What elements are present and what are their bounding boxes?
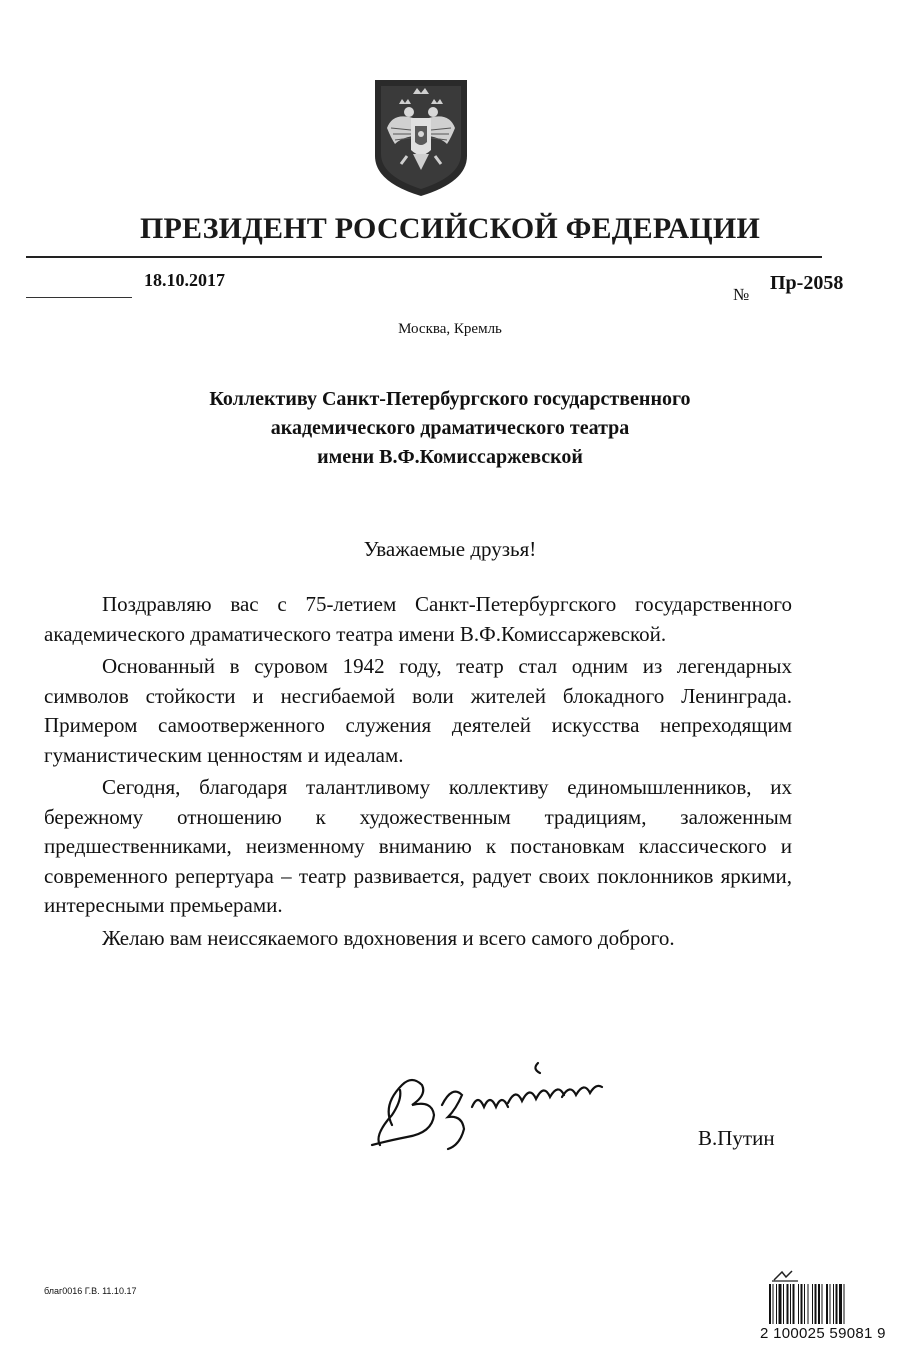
document-place: Москва, Кремль — [398, 321, 502, 337]
barcode-digits: 2 100025 59081 9 — [760, 1325, 886, 1342]
header-divider — [26, 256, 822, 258]
document-date: 18.10.2017 — [144, 270, 225, 290]
body-paragraph: Сегодня, благодаря талантливому коллективу единомышленников, их бережному отношению к художественным традициям, заложенным предшественниками, неизменному вниманию к постановкам классического и современного репертуара – театр развивается, радует своих поклонников яркими, интересными премьерами. — [44, 775, 792, 917]
addressee-line: Коллективу Санкт-Петербургского государственного — [209, 388, 691, 410]
body-paragraph: Основанный в суровом 1942 году, театр стал одним из легендарных символов стойкости и несгибаемой воли жителей блокадного Ленинграда. Примером самоотверженного служения деятелей искусства непреходящим гуманистическим ценностям и идеалам. — [44, 654, 792, 767]
number-sign: № — [733, 285, 750, 304]
blank-field-line — [26, 297, 132, 298]
salutation: Уважаемые друзья! — [363, 537, 537, 561]
coat-of-arms-icon — [373, 78, 469, 198]
addressee-line: имени В.Ф.Комиссаржевской — [317, 446, 583, 468]
document-number: Пр-2058 — [770, 272, 844, 294]
signature-icon — [352, 1045, 632, 1155]
body-paragraph: Желаю вам неиссякаемого вдохновения и всего самого доброго. — [102, 925, 675, 950]
letter-body — [44, 590, 792, 953]
barcode-icon — [768, 1284, 878, 1324]
signer-name: В.Путин — [698, 1126, 775, 1150]
registration-mark-icon — [770, 1268, 800, 1282]
page-title: ПРЕЗИДЕНТ РОССИЙСКОЙ ФЕДЕРАЦИИ — [140, 212, 760, 245]
body-paragraph: Поздравляю вас с 75-летием Санкт-Петербургского государственного академического драматического театра имени В.Ф.Комиссаржевской. — [44, 592, 792, 646]
addressee-line: академического драматического театра — [270, 417, 630, 439]
footer-code: благ0016 Г.В. 11.10.17 — [44, 1286, 137, 1296]
addressee-block — [0, 385, 900, 472]
